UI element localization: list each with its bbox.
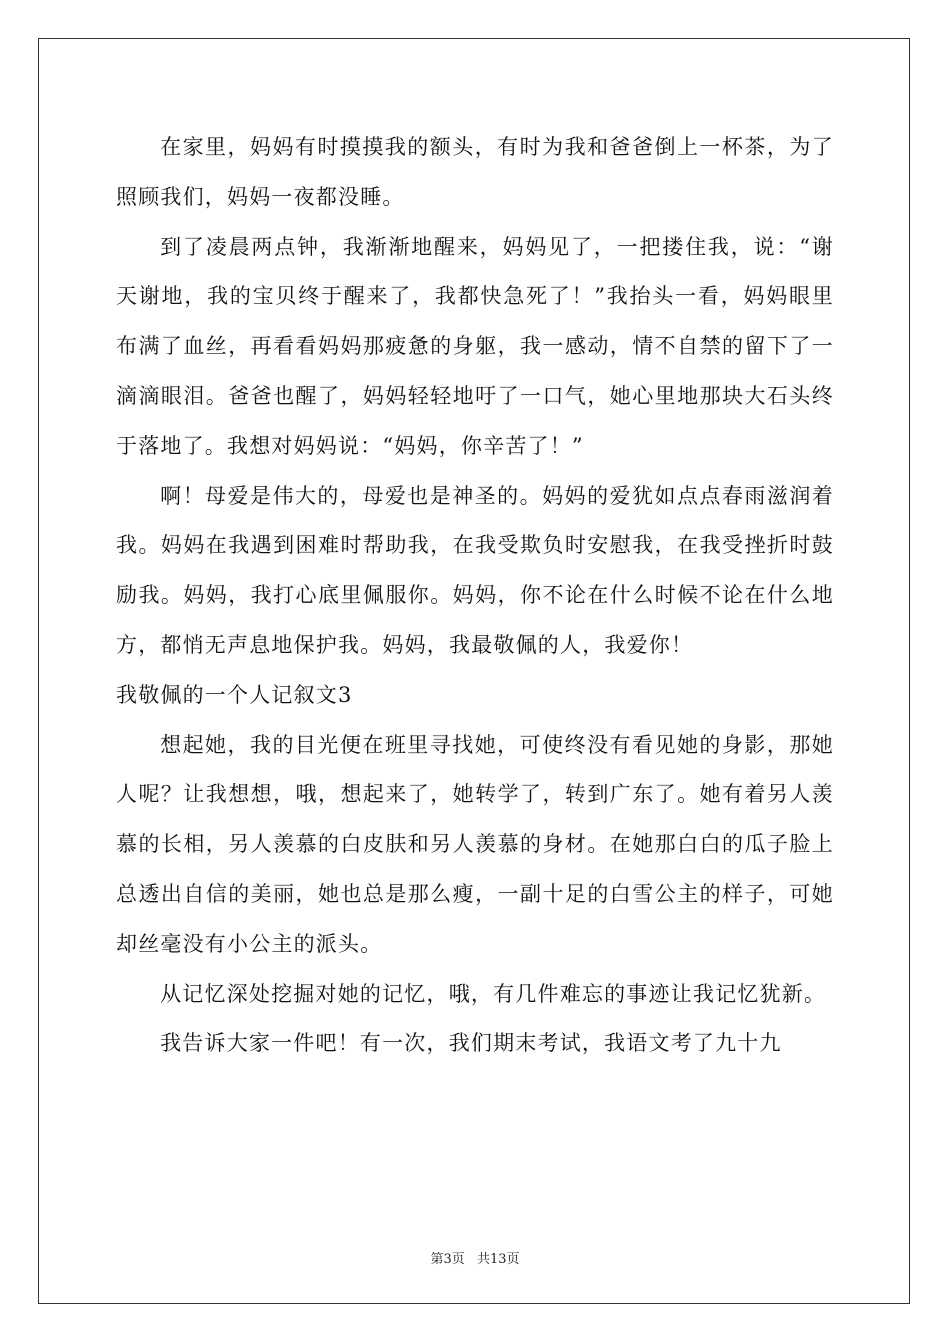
paragraph: 从记忆深处挖掘对她的记忆，哦，有几件难忘的事迹让我记忆犹新。	[160, 981, 827, 1006]
paragraph: 啊！母爱是伟大的，母爱也是神圣的。妈妈的爱犹如点点春雨滋润着我。妈妈在我遇到困难时帮助我，在我受欺负时安慰我，在我受挫折时鼓励我。妈妈，我打心底里佩服你。妈妈，你不论在什么时候不论在什么地方，都悄无声息地保护我。妈妈，我最敬佩的人，我爱你！	[116, 483, 834, 657]
paragraph: 在家里，妈妈有时摸摸我的额头，有时为我和爸爸倒上一杯茶，为了照顾我们，妈妈一夜都没睡。	[116, 135, 834, 209]
page-total: 共13页	[476, 1252, 520, 1267]
paragraph: 我告诉大家一件吧！有一次，我们期末考试，我语文考了九十九	[160, 1031, 782, 1056]
paragraph: 到了凌晨两点钟，我渐渐地醒来，妈妈见了，一把搂住我，说：“谢天谢地，我的宝贝终于醒来了，我都快急死了！”我抬头一看，妈妈眼里布满了血丝，再看看妈妈那疲惫的身躯，我一感动，情不自禁的留下了一滴滴眼泪。爸爸也醒了，妈妈轻轻地吁了一口气，她心里地那块大石头终于落地了。我想对妈妈说：“妈妈，你辛苦了！”	[116, 234, 834, 458]
section-title: 我敬佩的一个人记叙文3	[116, 682, 353, 707]
page-footer	[0, 1248, 950, 1267]
paragraph: 想起她，我的目光便在班里寻找她，可使终没有看见她的身影，那她人呢？让我想想，哦，想起来了，她转学了，转到广东了。她有着另人羡慕的长相，另人羡慕的白皮肤和另人羡慕的身材。在她那白白的瓜子脸上总透出自信的美丽，她也总是那么瘦，一副十足的白雪公主的样子，可她却丝毫没有小公主的派头。	[116, 732, 834, 956]
document-body	[116, 123, 834, 1069]
page-number: 第3页	[430, 1252, 465, 1267]
